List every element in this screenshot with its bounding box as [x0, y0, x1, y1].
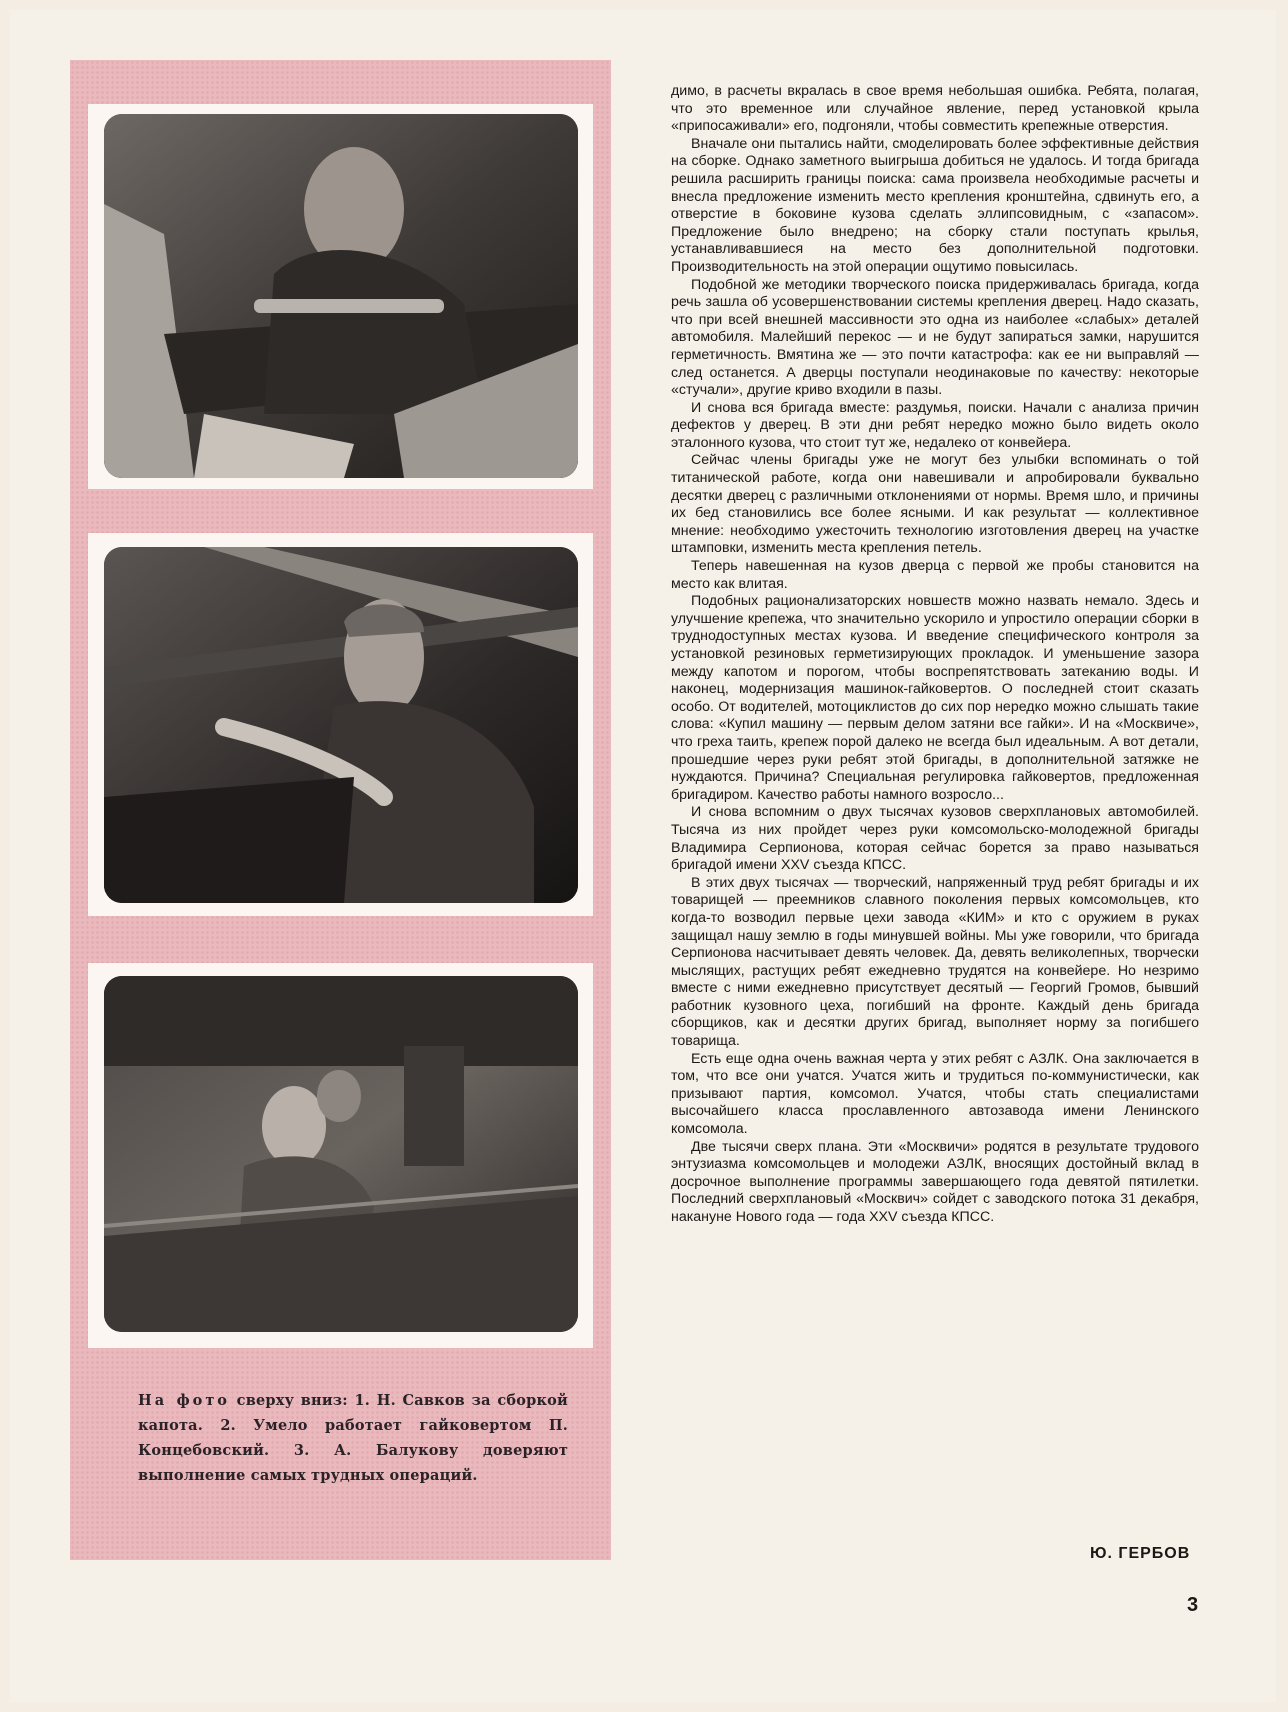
article-body — [671, 83, 1199, 1227]
photo-1 — [104, 114, 578, 478]
paragraph: И снова вспомним о двух тысячах кузовов сверхплановых автомобилей. Тысяча из них пройдет через руки комсомольско-молодежной бригады Владимира Серпионова, которая сейчас борется за право называться бригадой имени XXV съезда КПСС. — [671, 804, 1199, 874]
paragraph: Вначале они пытались найти, смоделировать более эффективные действия на сборке. Однако заметного выигрыша добиться не удалось. И тогда бригада решила расширить границы поиска: сама произвела необходимые расчеты и внесла предложение изменить место крепления кронштейна, сдвинуть его, а отверстие в боковине кузова сделать эллипсовидным, с «запасом». Предложение было внедрено; на сборку стали поступать крылья, устанавливавшиеся на место без дополнительной подготовки. Производительность на этой операции ощутимо повысилась. — [671, 135, 1199, 275]
author-signature: Ю. ГЕРБОВ — [1090, 1545, 1191, 1562]
photo-caption — [138, 1388, 568, 1488]
paragraph: Подобных рационализаторских новшеств можно назвать немало. Здесь и улучшение крепежа, что значительно ускорило и упростило операции сборки в труднодоступных местах кузова. И введение специфического контроля за установкой резиновых герметизирующих прокладок. И уменьшение зазора между капотом и порогом, чтобы воспрепятствовать затеканию воды. И наконец, модернизация машинок-гайковертов. О последней стоит сказать особо. От водителей, мотоциклистов до сих пор нередко можно слышать такие слова: «Купил машину — первым делом затяни все гайки». И на «Москвиче», что греха таить, крепеж порой далеко не всегда был идеальным. А вот детали, прошедшие через руки ребят этой бригады, в дополнительной затяжке не нуждаются. Причина? Специальная регулировка гайковертов, предложенная бригадиром. Качество работы намного возросло... — [671, 593, 1199, 803]
caption-lead: На фото — [138, 1392, 230, 1409]
photo-3 — [104, 976, 578, 1332]
paragraph: Сейчас члены бригады уже не могут без улыбки вспоминать о той титанической работе, когда они навешивали и апробировали буквально десятки дверец с различными отклонениями от нормы. Время шло, и причины их бед становились все более ясными. И как результат — коллективное мнение: необходимо ужесточить технологию изготовления дверец на участке штамповки, изменить места крепления петель. — [671, 452, 1199, 557]
paragraph: димо, в расчеты вкралась в свое время небольшая ошибка. Ребята, полагая, что это временное или случайное явление, перед установкой крыла «припосаживали» его, подгоняли, чтобы совместить крепежные отверстия. — [671, 83, 1199, 135]
photo-2-image — [104, 547, 578, 903]
photo-2 — [104, 547, 578, 903]
paragraph: Две тысячи сверх плана. Эти «Москвичи» родятся в результате трудового энтузиазма комсомольцев и молодежи АЗЛК, вносящих достойный вклад в досрочное выполнение программы завершающего года девятой пятилетки. Последний сверхплановый «Москвич» сойдет с заводского потока 31 декабря, накануне Нового года — года XXV съезда КПСС. — [671, 1138, 1199, 1225]
caption-text: сверху вниз: 1. Н. Савков за сборкой капота. 2. Умело работает гайковертом П. Концебовский. 3. А. Балукову доверяют выполнение самых трудных операций. — [138, 1392, 568, 1484]
photo-1-image — [104, 114, 578, 478]
paragraph: Теперь навешенная на кузов дверца с первой же пробы становится на место как влитая. — [671, 558, 1199, 592]
photo-3-image — [104, 976, 578, 1332]
paragraph: В этих двух тысячах — творческий, напряженный труд ребят бригады и их товарищей — преемников славного поколения первых комсомольцев, кто когда-то возводил первые цехи завода «КИМ» и кто с оружием в руках защищал нашу землю в годы минувшей войны. Мы уже говорили, что бригада Серпионова насчитывает девять человек. Да, девять великолепных, творчески мыслящих, растущих ребят ежедневно трудятся на конвейере. Но незримо вместе с ними ежедневно присутствует десятый — Георгий Громов, бывший работник кузовного цеха, погибший на фронте. Каждый день бригада сборщиков, как и десятки других бригад, выполняет норму за погибшего товарища. — [671, 874, 1199, 1050]
paragraph: И снова вся бригада вместе: раздумья, поиски. Начали с анализа причин дефектов у дверец. В эти дни ребят нередко можно было видеть около эталонного кузова, что стоит тут же, недалеко от конвейера. — [671, 399, 1199, 451]
paragraph: Есть еще одна очень важная черта у этих ребят с АЗЛК. Она заключается в том, что все они учатся. Учатся жить и трудиться по-коммунистически, как призывают партия, комсомол. Учатся, чтобы стать специалистами высочайшего класса прославленного автозавода имени Ленинского комсомола. — [671, 1050, 1199, 1138]
paragraph: Подобной же методики творческого поиска придерживалась бригада, когда речь зашла об усовершенствовании системы крепления дверец. Надо сказать, что при всей внешней массивности это одна из наиболее «слабых» деталей автомобиля. Малейший перекос — и не будут запираться замки, нарушится герметичность. Вмятина же — это почти катастрофа: как ее ни выправляй — след останется. А дверцы поступали неодинаковые по качеству: некоторые «стучали», другие криво входили в пазы. — [671, 276, 1199, 399]
page-number: 3 — [1187, 1594, 1199, 1616]
magazine-page — [10, 10, 1276, 1702]
